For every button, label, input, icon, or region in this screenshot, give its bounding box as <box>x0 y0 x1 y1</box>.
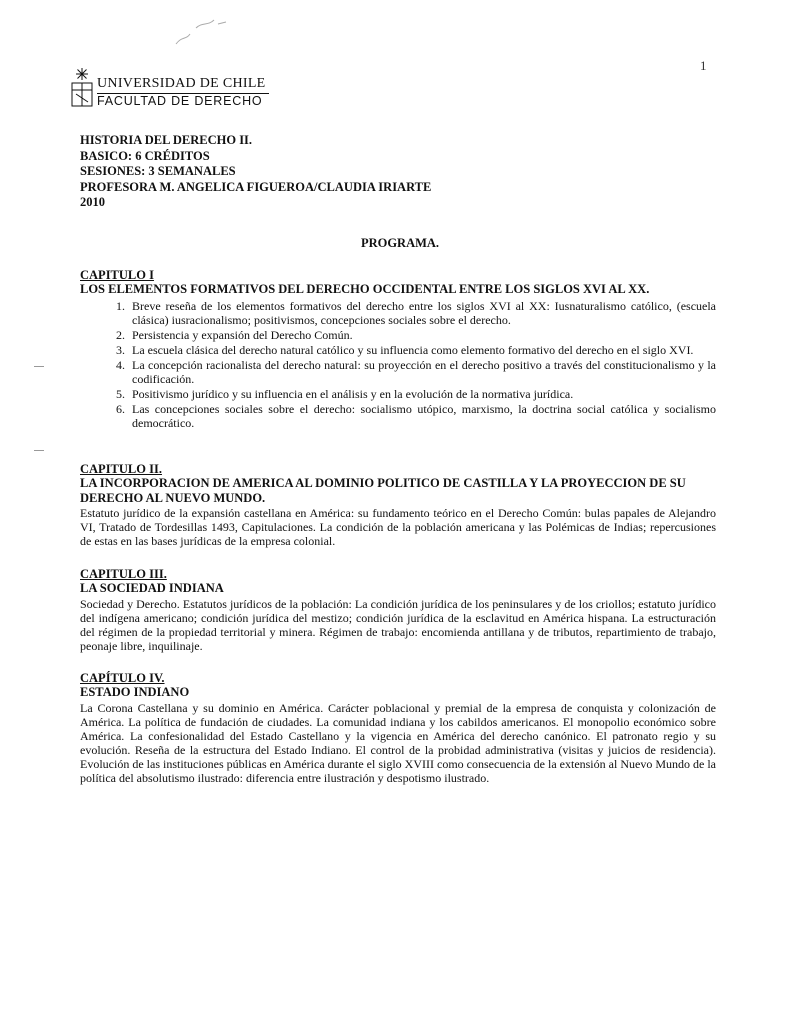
chapter-2 <box>80 462 716 548</box>
course-professors: PROFESORA M. ANGELICA FIGUEROA/CLAUDIA IRIARTE <box>80 179 432 194</box>
programa-title: PROGRAMA. <box>360 236 440 250</box>
chapter-4-title: ESTADO INDIANO <box>80 685 190 699</box>
handwritten-scribble <box>172 14 232 50</box>
chapter-3-title: LA SOCIEDAD INDIANA <box>80 581 224 595</box>
chapter-4-body: La Corona Castellana y su dominio en América. Carácter poblacional y premial de la empresa de conquista y colonización de América. La política de fundación de ciudades. La comunidad indiana y los cabildos americanos. El monopolio económico sobre América. La confesionalidad del Estado Castellano y la vigencia en América del derecho canónico. El patronato regio y su evolución. Reseña de la estructura del Estado Indiano. El control de la probidad administrativa (visitas y juicios de residencia). Evolución de las instituciones públicas en América durante el siglo XVIII como consecuencia de la extensión al Nuevo Mundo de la política del absolutismo ilustrado: diferencia entre ilustración y despotismo ilustrado. <box>80 700 716 785</box>
university-crest-icon <box>70 66 94 108</box>
list-item: 1. Breve reseña de los elementos formativos del derecho entre los siglos XVI al XX: Iusnaturalismo católico, (escuela clásica) iusracionalismo; positivismos, concepciones sociales sobre el derecho. <box>128 299 716 327</box>
chapter-1-label: CAPITULO I <box>80 268 154 282</box>
chapter-1-list <box>80 299 716 430</box>
chapter-2-label: CAPITULO II. <box>80 462 162 476</box>
chapter-4 <box>80 671 716 785</box>
list-item: 6. Las concepciones sociales sobre el derecho: socialismo utópico, marxismo, la doctrina social católica y socialismo democrático. <box>128 402 716 430</box>
list-item: 4. La concepción racionalista del derecho natural: su proyección en el derecho positivo a través del constitucionalismo y la codificación. <box>128 358 716 386</box>
faculty-name: FACULTAD DE DERECHO <box>97 94 263 108</box>
letterhead <box>70 66 290 110</box>
course-title: HISTORIA DEL DERECHO II. <box>80 133 253 147</box>
course-info <box>80 133 431 211</box>
university-name: UNIVERSIDAD DE CHILE <box>97 76 266 91</box>
chapter-2-title: LA INCORPORACION DE AMERICA AL DOMINIO POLITICO DE CASTILLA Y LA PROYECCION DE SU DERECHO AL NUEVO MUNDO. <box>80 476 686 505</box>
list-item: 3. La escuela clásica del derecho natural católico y su influencia como elemento formativo del derecho en el siglo XVI. <box>128 343 716 357</box>
chapter-2-body: Estatuto jurídico de la expansión castellana en América: su fundamento teórico en el Derecho Común: bulas papales de Alejandro VI, Tratado de Tordesillas 1493, Capitulaciones. La condición de la población americana y las Polémicas de Indias; repercusiones de estas en las bases jurídicas de la empresa colonial. <box>80 506 716 548</box>
list-item: 5. Positivismo jurídico y su influencia en el análisis y en la evolución de la normativa jurídica. <box>128 387 716 401</box>
course-year: 2010 <box>80 195 105 209</box>
page-number: 1 <box>700 58 707 73</box>
chapter-3-label: CAPITULO III. <box>80 567 167 581</box>
margin-mark <box>34 450 44 451</box>
course-sessions: SESIONES: 3 SEMANALES <box>80 164 236 178</box>
list-item: 2. Persistencia y expansión del Derecho Común. <box>128 328 716 342</box>
chapter-3-body: Sociedad y Derecho. Estatutos jurídicos de la población: La condición jurídica de los peninsulares y de los criollos; estatuto jurídico del indígena americano; condición jurídica del mestizo; condición jurídica de la esclavitud en América hispana. La estructuración del régimen de la propiedad territorial y minera. Régimen de trabajo: encomienda antillana y de tributos, repartimiento de trabajo, peonaje libre, inquilinaje. <box>80 596 716 653</box>
course-credits: BASICO: 6 CRÉDITOS <box>80 148 210 163</box>
chapter-1 <box>80 268 716 431</box>
chapter-3 <box>80 567 716 653</box>
chapter-1-title: LOS ELEMENTOS FORMATIVOS DEL DERECHO OCCIDENTAL ENTRE LOS SIGLOS XVI AL XX. <box>80 282 650 296</box>
chapter-4-label: CAPÍTULO IV. <box>80 671 165 685</box>
margin-mark <box>34 366 44 367</box>
